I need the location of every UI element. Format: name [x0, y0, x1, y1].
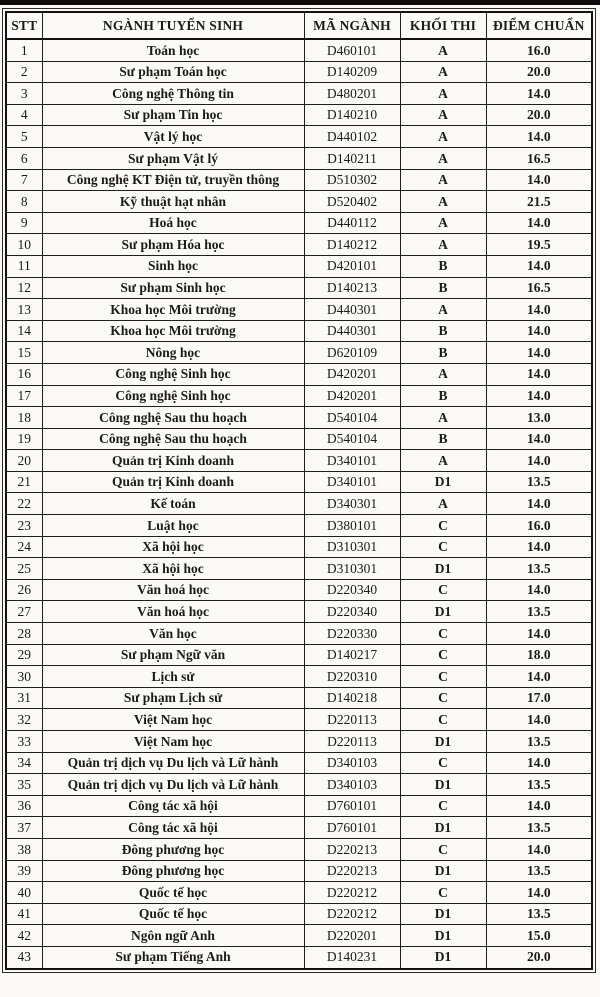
table-row [6, 385, 592, 407]
cell-stt: 12 [6, 277, 42, 299]
cell-block: C [400, 709, 486, 731]
cell-code: D140210 [304, 104, 400, 126]
cell-block: B [400, 428, 486, 450]
cell-code: D420201 [304, 385, 400, 407]
cell-code: D510302 [304, 169, 400, 191]
cell-major: Khoa học Môi trường [42, 320, 304, 342]
table-row [6, 623, 592, 645]
cell-block: C [400, 644, 486, 666]
cell-score: 20.0 [486, 946, 592, 968]
cell-stt: 33 [6, 731, 42, 753]
cell-score: 18.0 [486, 644, 592, 666]
table-row [6, 817, 592, 839]
cell-code: D220201 [304, 925, 400, 947]
cell-stt: 43 [6, 946, 42, 968]
cell-major: Sư phạm Vật lý [42, 147, 304, 169]
cell-block: A [400, 212, 486, 234]
cell-stt: 16 [6, 363, 42, 385]
cell-stt: 17 [6, 385, 42, 407]
cell-score: 13.0 [486, 407, 592, 429]
cell-stt: 38 [6, 838, 42, 860]
cell-major: Xã hội học [42, 558, 304, 580]
cell-block: C [400, 687, 486, 709]
cell-block: A [400, 147, 486, 169]
cell-block: A [400, 83, 486, 105]
cell-code: D480201 [304, 83, 400, 105]
cell-score: 14.0 [486, 838, 592, 860]
cell-score: 14.0 [486, 579, 592, 601]
cell-score: 14.0 [486, 169, 592, 191]
cell-block: B [400, 320, 486, 342]
col-header-score: ĐIỂM CHUẨN [486, 12, 592, 39]
cell-block: C [400, 882, 486, 904]
cell-major: Luật học [42, 515, 304, 537]
cell-major: Văn học [42, 623, 304, 645]
cell-block: A [400, 39, 486, 61]
table-row [6, 191, 592, 213]
cell-code: D440301 [304, 299, 400, 321]
cell-major: Quốc tế học [42, 882, 304, 904]
cell-block: A [400, 299, 486, 321]
cell-score: 14.0 [486, 320, 592, 342]
table-row [6, 946, 592, 968]
cell-code: D310301 [304, 536, 400, 558]
cell-stt: 34 [6, 752, 42, 774]
cell-major: Văn hoá học [42, 601, 304, 623]
table-row [6, 61, 592, 83]
table-row [6, 838, 592, 860]
cell-block: A [400, 407, 486, 429]
cell-major: Quản trị Kinh doanh [42, 471, 304, 493]
table-row [6, 320, 592, 342]
cell-block: D1 [400, 903, 486, 925]
cell-score: 15.0 [486, 925, 592, 947]
cell-block: D1 [400, 774, 486, 796]
cell-code: D220113 [304, 731, 400, 753]
table-row [6, 493, 592, 515]
cell-block: A [400, 169, 486, 191]
cell-stt: 37 [6, 817, 42, 839]
table-row [6, 579, 592, 601]
table-row [6, 709, 592, 731]
cell-stt: 9 [6, 212, 42, 234]
cell-code: D140217 [304, 644, 400, 666]
cell-stt: 36 [6, 795, 42, 817]
cell-score: 16.5 [486, 147, 592, 169]
cell-code: D540104 [304, 407, 400, 429]
table-row [6, 644, 592, 666]
cell-score: 14.0 [486, 666, 592, 688]
cell-block: D1 [400, 601, 486, 623]
cell-score: 20.0 [486, 61, 592, 83]
cell-stt: 42 [6, 925, 42, 947]
cell-code: D420101 [304, 255, 400, 277]
cell-score: 14.0 [486, 212, 592, 234]
col-header-stt: STT [6, 12, 42, 39]
cell-major: Khoa học Môi trường [42, 299, 304, 321]
cell-stt: 23 [6, 515, 42, 537]
cell-score: 16.0 [486, 39, 592, 61]
cell-stt: 30 [6, 666, 42, 688]
cell-stt: 22 [6, 493, 42, 515]
cell-code: D340301 [304, 493, 400, 515]
cell-major: Sư phạm Tin học [42, 104, 304, 126]
cell-code: D220212 [304, 903, 400, 925]
cell-score: 14.0 [486, 795, 592, 817]
cell-stt: 19 [6, 428, 42, 450]
table-row [6, 731, 592, 753]
cell-major: Công tác xã hội [42, 817, 304, 839]
cell-block: A [400, 493, 486, 515]
cell-major: Công nghệ Thông tin [42, 83, 304, 105]
cell-major: Sư phạm Lịch sử [42, 687, 304, 709]
table-row [6, 363, 592, 385]
cell-stt: 29 [6, 644, 42, 666]
cell-major: Quản trị Kinh doanh [42, 450, 304, 472]
cell-stt: 8 [6, 191, 42, 213]
cell-score: 14.0 [486, 450, 592, 472]
cell-block: A [400, 126, 486, 148]
cell-score: 19.5 [486, 234, 592, 256]
cell-stt: 31 [6, 687, 42, 709]
cell-score: 13.5 [486, 903, 592, 925]
cell-code: D220340 [304, 601, 400, 623]
cell-score: 14.0 [486, 255, 592, 277]
cell-score: 14.0 [486, 428, 592, 450]
cell-major: Quốc tế học [42, 903, 304, 925]
cell-stt: 40 [6, 882, 42, 904]
table-row [6, 536, 592, 558]
cell-code: D140213 [304, 277, 400, 299]
cell-stt: 26 [6, 579, 42, 601]
table-row [6, 450, 592, 472]
cell-code: D220213 [304, 860, 400, 882]
cell-block: B [400, 255, 486, 277]
table-row [6, 126, 592, 148]
cell-block: A [400, 450, 486, 472]
cell-major: Công nghệ KT Điện tử, truyền thông [42, 169, 304, 191]
table-row [6, 601, 592, 623]
table-frame [2, 8, 596, 973]
cell-code: D760101 [304, 817, 400, 839]
cell-stt: 25 [6, 558, 42, 580]
cell-code: D420201 [304, 363, 400, 385]
cell-major: Quản trị dịch vụ Du lịch và Lữ hành [42, 752, 304, 774]
table-row [6, 255, 592, 277]
cell-code: D140231 [304, 946, 400, 968]
table-row [6, 795, 592, 817]
cell-block: D1 [400, 731, 486, 753]
cell-stt: 13 [6, 299, 42, 321]
cell-major: Việt Nam học [42, 709, 304, 731]
cell-score: 20.0 [486, 104, 592, 126]
cell-stt: 10 [6, 234, 42, 256]
cell-stt: 28 [6, 623, 42, 645]
cell-code: D380101 [304, 515, 400, 537]
cell-major: Ngôn ngữ Anh [42, 925, 304, 947]
table-row [6, 666, 592, 688]
table-row [6, 212, 592, 234]
cell-block: B [400, 385, 486, 407]
cell-stt: 32 [6, 709, 42, 731]
cell-stt: 15 [6, 342, 42, 364]
cell-stt: 5 [6, 126, 42, 148]
cell-stt: 11 [6, 255, 42, 277]
table-row [6, 882, 592, 904]
cell-block: A [400, 234, 486, 256]
table-row [6, 39, 592, 61]
cell-score: 13.5 [486, 601, 592, 623]
cell-block: D1 [400, 817, 486, 839]
cell-major: Sư phạm Sinh học [42, 277, 304, 299]
cell-score: 14.0 [486, 126, 592, 148]
cell-code: D440102 [304, 126, 400, 148]
cell-code: D220330 [304, 623, 400, 645]
table-row [6, 515, 592, 537]
cell-block: C [400, 795, 486, 817]
cell-code: D140209 [304, 61, 400, 83]
cell-code: D140218 [304, 687, 400, 709]
cell-score: 14.0 [486, 385, 592, 407]
cell-block: D1 [400, 558, 486, 580]
table-row [6, 687, 592, 709]
cell-block: C [400, 838, 486, 860]
cell-stt: 2 [6, 61, 42, 83]
cell-major: Công nghệ Sinh học [42, 363, 304, 385]
cell-score: 14.0 [486, 709, 592, 731]
cell-code: D220310 [304, 666, 400, 688]
cell-block: D1 [400, 471, 486, 493]
cell-major: Việt Nam học [42, 731, 304, 753]
cell-score: 16.0 [486, 515, 592, 537]
table-row [6, 558, 592, 580]
cell-block: C [400, 666, 486, 688]
cell-stt: 7 [6, 169, 42, 191]
table-row [6, 83, 592, 105]
cell-code: D340103 [304, 752, 400, 774]
cell-score: 13.5 [486, 731, 592, 753]
cell-block: C [400, 623, 486, 645]
table-row [6, 752, 592, 774]
cell-code: D520402 [304, 191, 400, 213]
cell-major: Sinh học [42, 255, 304, 277]
cell-block: C [400, 515, 486, 537]
cell-score: 13.5 [486, 558, 592, 580]
cell-major: Sư phạm Hóa học [42, 234, 304, 256]
cell-code: D340103 [304, 774, 400, 796]
cell-stt: 27 [6, 601, 42, 623]
header-row [6, 12, 592, 39]
table-row [6, 104, 592, 126]
cell-major: Vật lý học [42, 126, 304, 148]
cell-score: 14.0 [486, 363, 592, 385]
cell-score: 13.5 [486, 471, 592, 493]
cell-major: Công tác xã hội [42, 795, 304, 817]
cell-code: D220340 [304, 579, 400, 601]
table-row [6, 147, 592, 169]
table-row [6, 277, 592, 299]
cell-block: C [400, 536, 486, 558]
cell-block: C [400, 579, 486, 601]
cell-major: Sư phạm Ngữ văn [42, 644, 304, 666]
col-header-exam-block: KHỐI THI [400, 12, 486, 39]
cell-major: Kỹ thuật hạt nhân [42, 191, 304, 213]
cell-major: Lịch sử [42, 666, 304, 688]
cell-code: D540104 [304, 428, 400, 450]
cell-block: B [400, 277, 486, 299]
cell-block: D1 [400, 925, 486, 947]
cell-code: D440301 [304, 320, 400, 342]
cell-block: A [400, 191, 486, 213]
cell-score: 13.5 [486, 817, 592, 839]
cell-major: Toán học [42, 39, 304, 61]
cell-stt: 39 [6, 860, 42, 882]
cell-major: Sư phạm Toán học [42, 61, 304, 83]
cell-major: Xã hội học [42, 536, 304, 558]
cell-code: D140211 [304, 147, 400, 169]
table-row [6, 299, 592, 321]
cell-code: D620109 [304, 342, 400, 364]
table-row [6, 407, 592, 429]
cell-score: 17.0 [486, 687, 592, 709]
cell-stt: 35 [6, 774, 42, 796]
table-row [6, 903, 592, 925]
cell-stt: 4 [6, 104, 42, 126]
cell-code: D460101 [304, 39, 400, 61]
cell-score: 14.0 [486, 493, 592, 515]
cell-stt: 1 [6, 39, 42, 61]
table-row [6, 925, 592, 947]
cell-stt: 41 [6, 903, 42, 925]
table-row [6, 774, 592, 796]
cell-score: 13.5 [486, 860, 592, 882]
cell-stt: 18 [6, 407, 42, 429]
table-row [6, 471, 592, 493]
col-header-code: MÃ NGÀNH [304, 12, 400, 39]
cell-score: 13.5 [486, 774, 592, 796]
scan-edge-bar [0, 0, 600, 5]
cell-score: 16.5 [486, 277, 592, 299]
cell-score: 21.5 [486, 191, 592, 213]
cell-stt: 24 [6, 536, 42, 558]
cell-major: Kế toán [42, 493, 304, 515]
cell-block: C [400, 752, 486, 774]
cell-score: 14.0 [486, 299, 592, 321]
cell-major: Sư phạm Tiếng Anh [42, 946, 304, 968]
cell-stt: 21 [6, 471, 42, 493]
table-row [6, 342, 592, 364]
cell-code: D760101 [304, 795, 400, 817]
cell-major: Đông phương học [42, 838, 304, 860]
admission-scores-table [5, 11, 593, 970]
cell-stt: 20 [6, 450, 42, 472]
cell-score: 14.0 [486, 83, 592, 105]
cell-major: Nông học [42, 342, 304, 364]
cell-score: 14.0 [486, 752, 592, 774]
col-header-major: NGÀNH TUYỂN SINH [42, 12, 304, 39]
cell-stt: 3 [6, 83, 42, 105]
cell-stt: 14 [6, 320, 42, 342]
cell-code: D310301 [304, 558, 400, 580]
table-row [6, 428, 592, 450]
cell-major: Công nghệ Sau thu hoạch [42, 428, 304, 450]
cell-major: Hoá học [42, 212, 304, 234]
table-row [6, 860, 592, 882]
cell-major: Công nghệ Sinh học [42, 385, 304, 407]
cell-code: D140212 [304, 234, 400, 256]
cell-major: Công nghệ Sau thu hoạch [42, 407, 304, 429]
cell-block: A [400, 104, 486, 126]
cell-block: A [400, 61, 486, 83]
cell-block: D1 [400, 860, 486, 882]
cell-score: 14.0 [486, 536, 592, 558]
cell-score: 14.0 [486, 623, 592, 645]
cell-code: D220213 [304, 838, 400, 860]
cell-score: 14.0 [486, 342, 592, 364]
cell-block: B [400, 342, 486, 364]
cell-stt: 6 [6, 147, 42, 169]
cell-major: Đông phương học [42, 860, 304, 882]
cell-code: D220113 [304, 709, 400, 731]
cell-code: D440112 [304, 212, 400, 234]
cell-block: A [400, 363, 486, 385]
cell-block: D1 [400, 946, 486, 968]
cell-major: Quản trị dịch vụ Du lịch và Lữ hành [42, 774, 304, 796]
cell-major: Văn hoá học [42, 579, 304, 601]
cell-code: D340101 [304, 450, 400, 472]
cell-score: 14.0 [486, 882, 592, 904]
table-row [6, 234, 592, 256]
cell-code: D220212 [304, 882, 400, 904]
cell-code: D340101 [304, 471, 400, 493]
table-row [6, 169, 592, 191]
